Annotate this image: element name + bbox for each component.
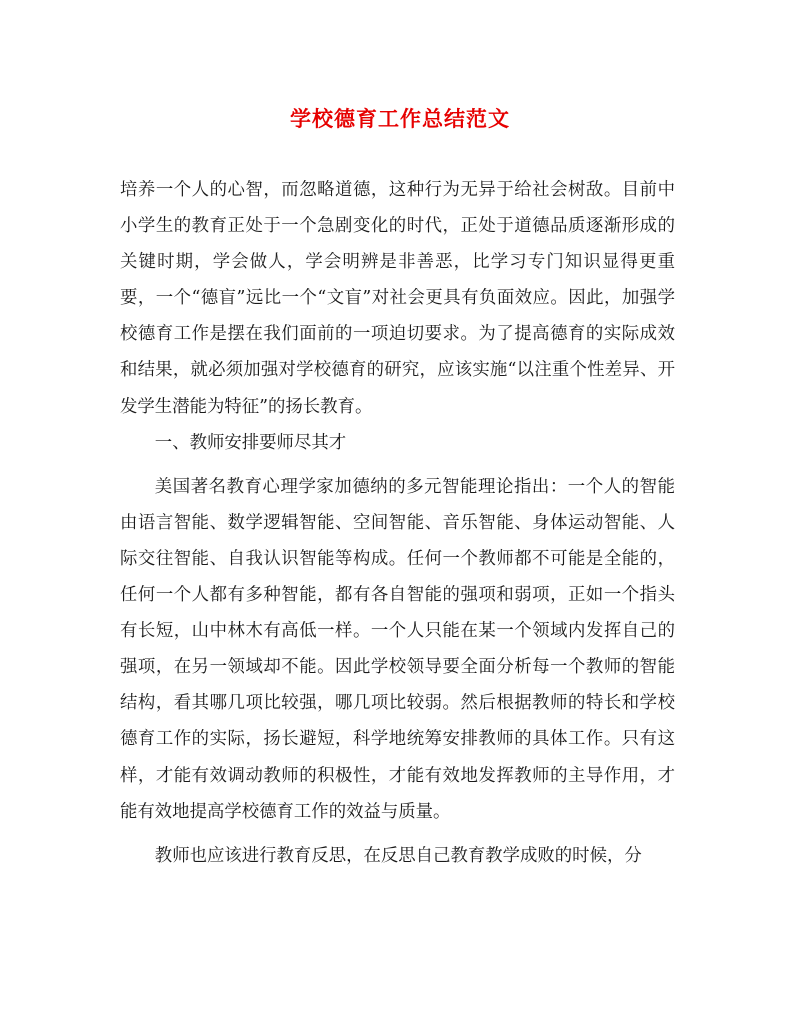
- paragraph-teacher-reflection: 教师也应该进行教育反思，在反思自己教育教学成败的时候，分: [154, 845, 642, 866]
- paragraph-multiple-intelligences: 美国著名教育心理学家加德纳的多元智能理论指出：一个人的智能由语言智能、数学逻辑智能、空间智能、音乐智能、身体运动智能、人际交往智能、自我认识智能等构成。任何一个教师都不可能是全能的，任何一个人都有多种智能，都有各自智能的强项和弱项，正如一个指头有长短，山中林木有高低一样。一个人只能在某一个领域内发挥自己的强项，在另一领域却不能。因此学校领导要全面分析每一个教师的智能结构，看其哪几项比较强，哪几项比较弱。然后根据教师的特长和学校德育工作的实际，扬长避短，科学地统筹安排教师的具体工作。只有这样，才能有效调动教师的积极性，才能有效地发挥教师的主导作用，才能有效地提高学校德育工作的效益与质量。: [120, 476, 675, 822]
- document-body: [120, 172, 675, 874]
- paragraph-intro: 培养一个人的心智，而忽略道德，这种行为无异于给社会树敌。目前中小学生的教育正处于一个急剧变化的时代，正处于道德品质逐渐形成的关键时期，学会做人，学会明辨是非善恶，比学习专门知识显得更重要，一个“德盲”远比一个“文盲”对社会更具有负面效应。因此，加强学校德育工作是摆在我们面前的一项迫切要求。为了提高德育的实际成效和结果，就必须加强对学校德育的研究，应该实施“以注重个性差异、开发学生潜能为特征”的扬长教育。: [120, 180, 675, 417]
- section-heading: 一、教师安排要师尽其才: [154, 432, 347, 453]
- document-title: 学校德育工作总结范文: [290, 106, 510, 131]
